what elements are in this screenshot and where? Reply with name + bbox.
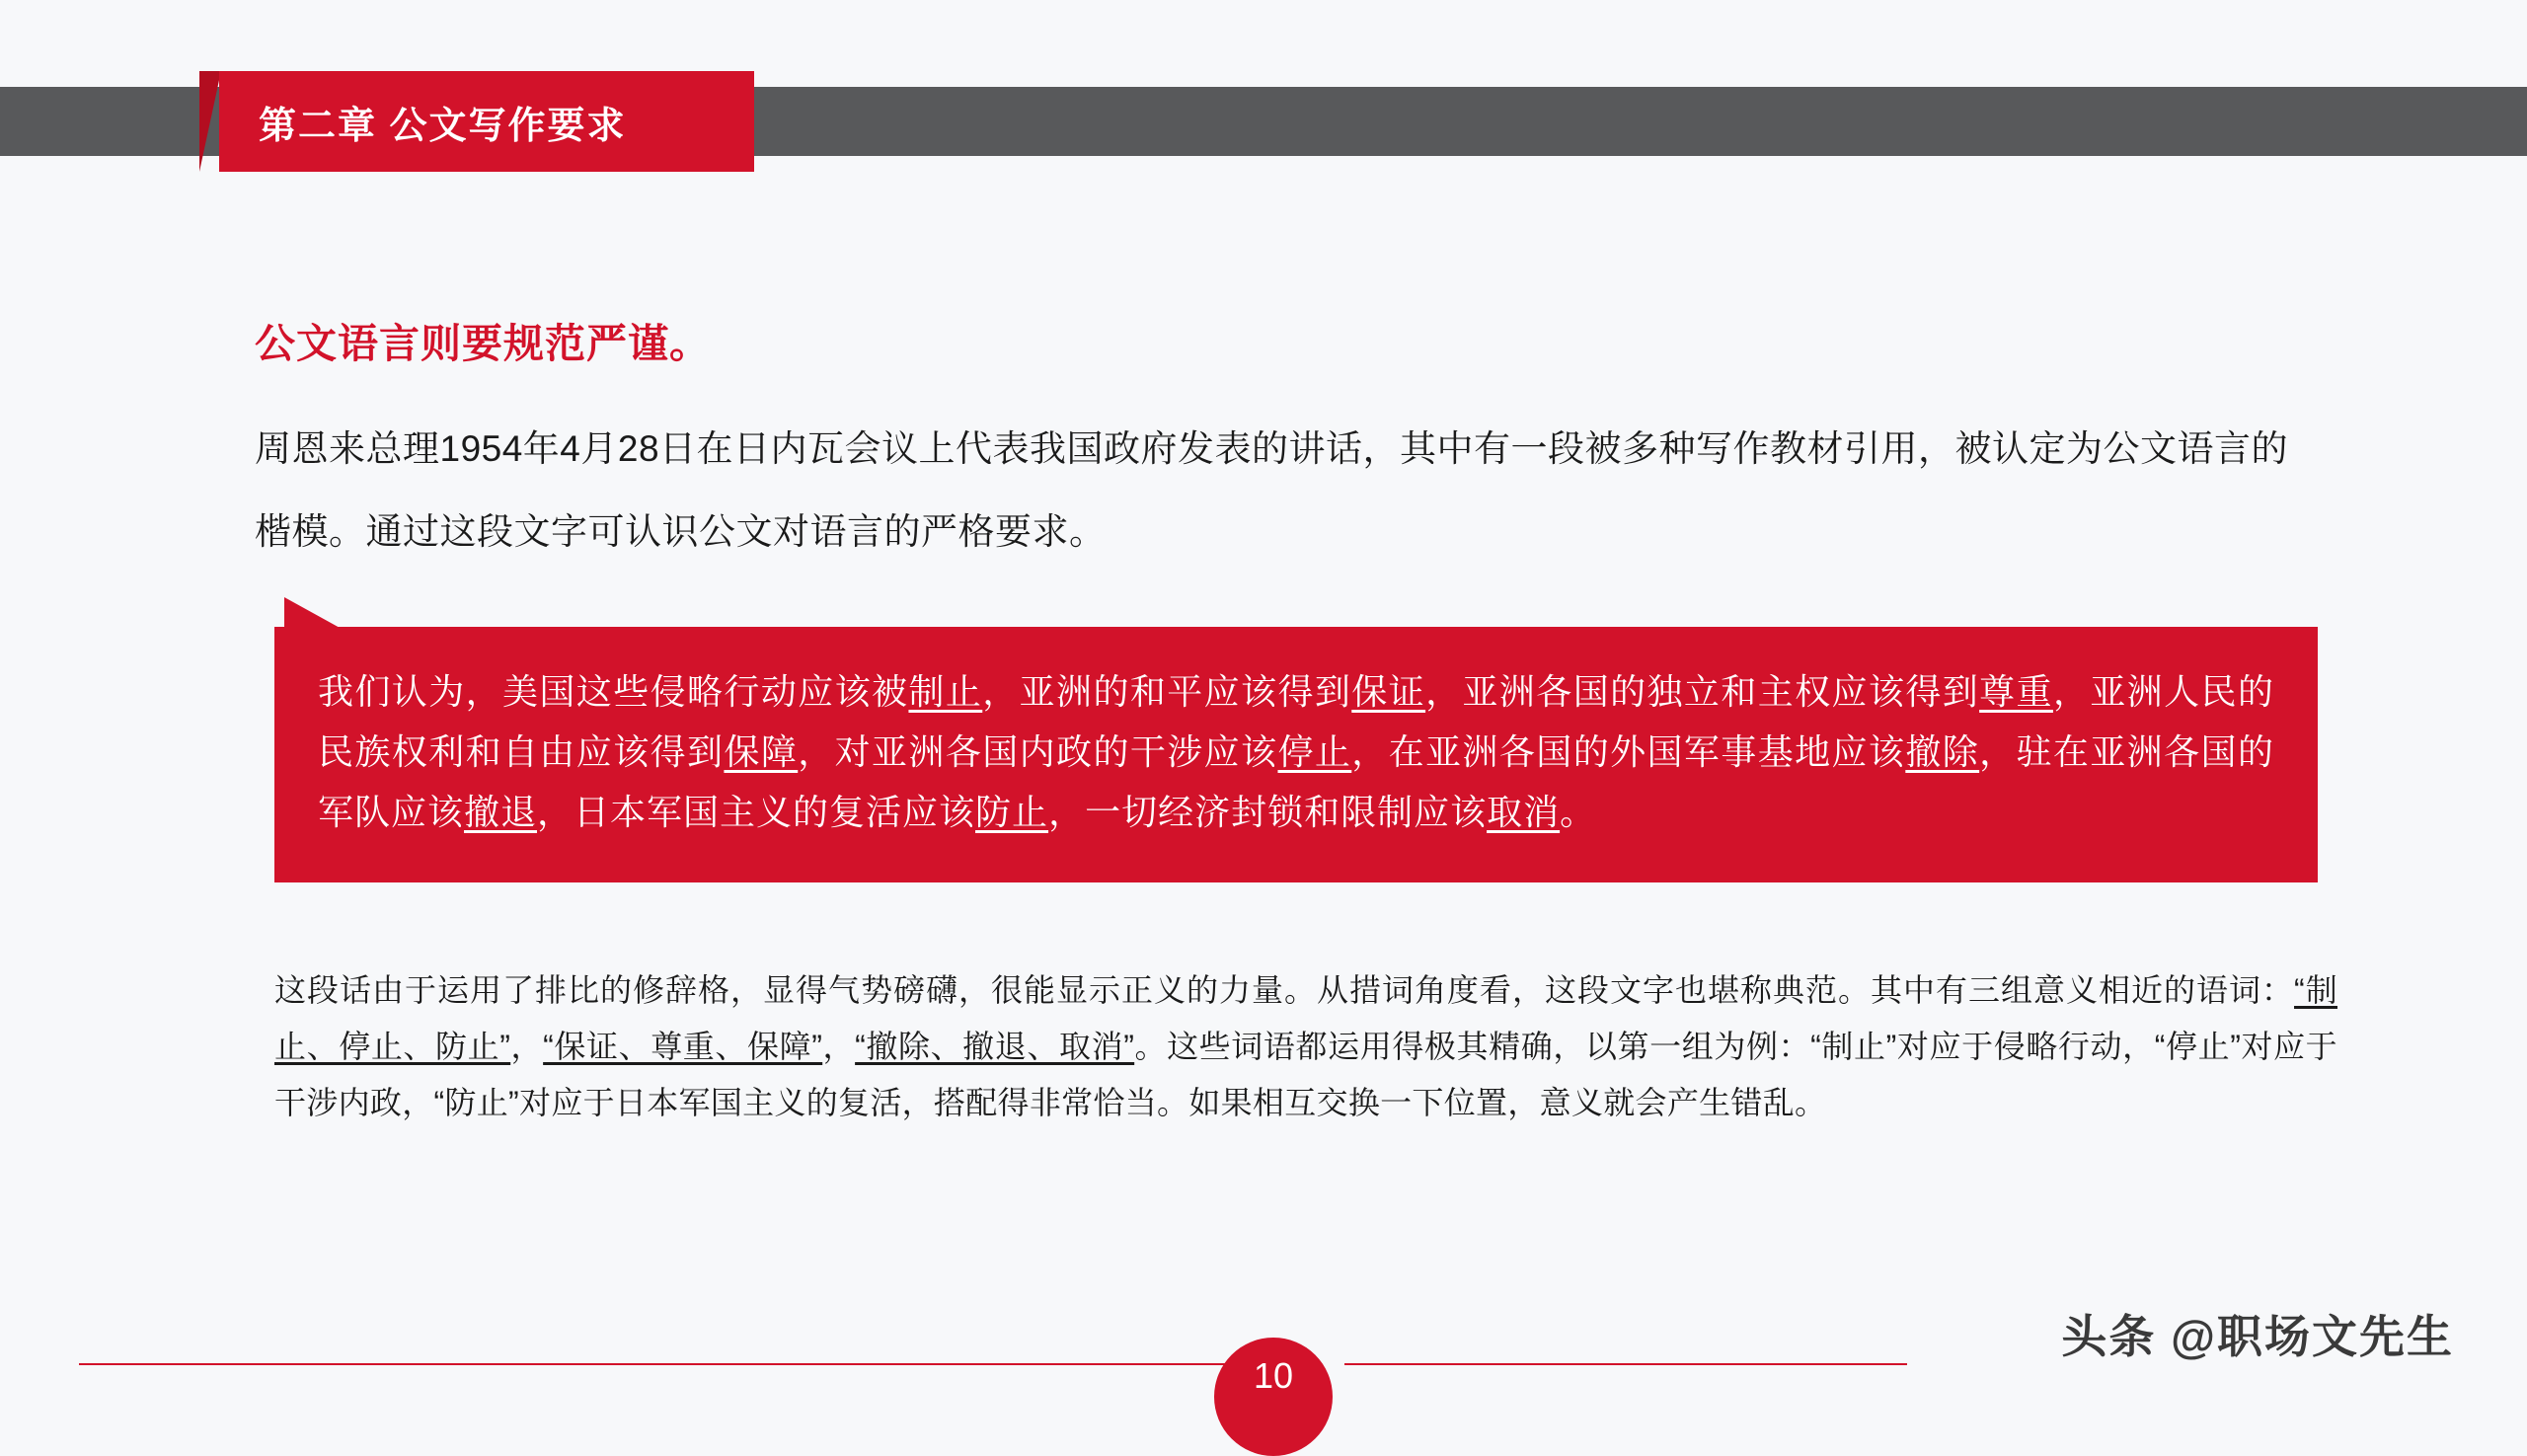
quote-seg-9: ，一切经济封锁和限制应该 [1048,793,1488,833]
analysis-sep-2: ， [822,1029,856,1064]
quote-seg-10: 。 [1560,793,1597,833]
quote-seg-6: ，在亚洲各国的外国军事基地应该 [1351,732,1906,773]
analysis-group-2: “保证、尊重、保障” [543,1029,823,1064]
quote-underline-6: 撤除 [1905,732,1980,773]
quote-callout-tail [284,597,342,629]
quote-seg-2: ，亚洲的和平应该得到 [982,672,1352,713]
analysis-group-3: “撤除、撤退、取消” [855,1029,1135,1064]
quote-seg-5: ，对亚洲各国内政的干涉应该 [798,732,1278,773]
quote-underline-5: 停止 [1277,732,1352,773]
chapter-tab [219,71,754,172]
quote-underline-2: 保证 [1351,672,1426,713]
footer-rule-left [79,1363,1232,1365]
quote-underline-7: 撤退 [464,793,538,833]
quote-underline-3: 尊重 [1979,672,2053,713]
quote-underline-1: 制止 [908,672,983,713]
quote-seg-4: ，亚洲人民的民族权利和自由应该得到 [318,672,2274,773]
quote-underline-9: 取消 [1487,793,1561,833]
quote-text [318,662,2274,843]
analysis-seg-2: 。这些词语都运用得极其精确，以第一组为例：“制止”对应于侵略行动，“停止”对应于干涉内政，“防止”对应于日本军国主义的复活，搭配得非常恰当。如果相互交换一下位置，意义就会产生错乱。 [274,1029,2337,1120]
quote-callout [274,627,2318,882]
analysis-seg-1: 这段话由于运用了排比的修辞格，显得气势磅礴，很能显示正义的力量。从措词角度看，这段文字也堪称典范。其中有三组意义相近的语词： [274,972,2295,1008]
quote-underline-8: 防止 [975,793,1049,833]
quote-seg-1: 我们认为，美国这些侵略行动应该被 [318,672,909,713]
quote-seg-3: ，亚洲各国的独立和主权应该得到 [1425,672,1980,713]
chapter-title: 第二章 公文写作要求 [259,105,627,147]
analysis-paragraph [274,962,2337,1131]
watermark: 头条 @职场文先生 [2061,1311,2454,1362]
quote-seg-7: ，驻在亚洲各国的军队应该 [318,732,2274,833]
intro-paragraph: 周恩来总理1954年4月28日在日内瓦会议上代表我国政府发表的讲话，其中有一段被多种写作教材引用，被认定为公文语言的楷模。通过这段文字可认识公文对语言的严格要求。 [255,428,2289,552]
page-number-badge: 10 [1214,1338,1333,1456]
analysis-group-1: “制止、停止、防止” [274,972,2337,1064]
quote-seg-8: ，日本军国主义的复活应该 [537,793,976,833]
quote-underline-4: 保障 [724,732,799,773]
header-tab-notch [199,71,221,172]
section-heading: 公文语言则要规范严谨。 [255,321,711,366]
footer-rule-right [1344,1363,1907,1365]
analysis-sep-1: ， [510,1029,544,1064]
